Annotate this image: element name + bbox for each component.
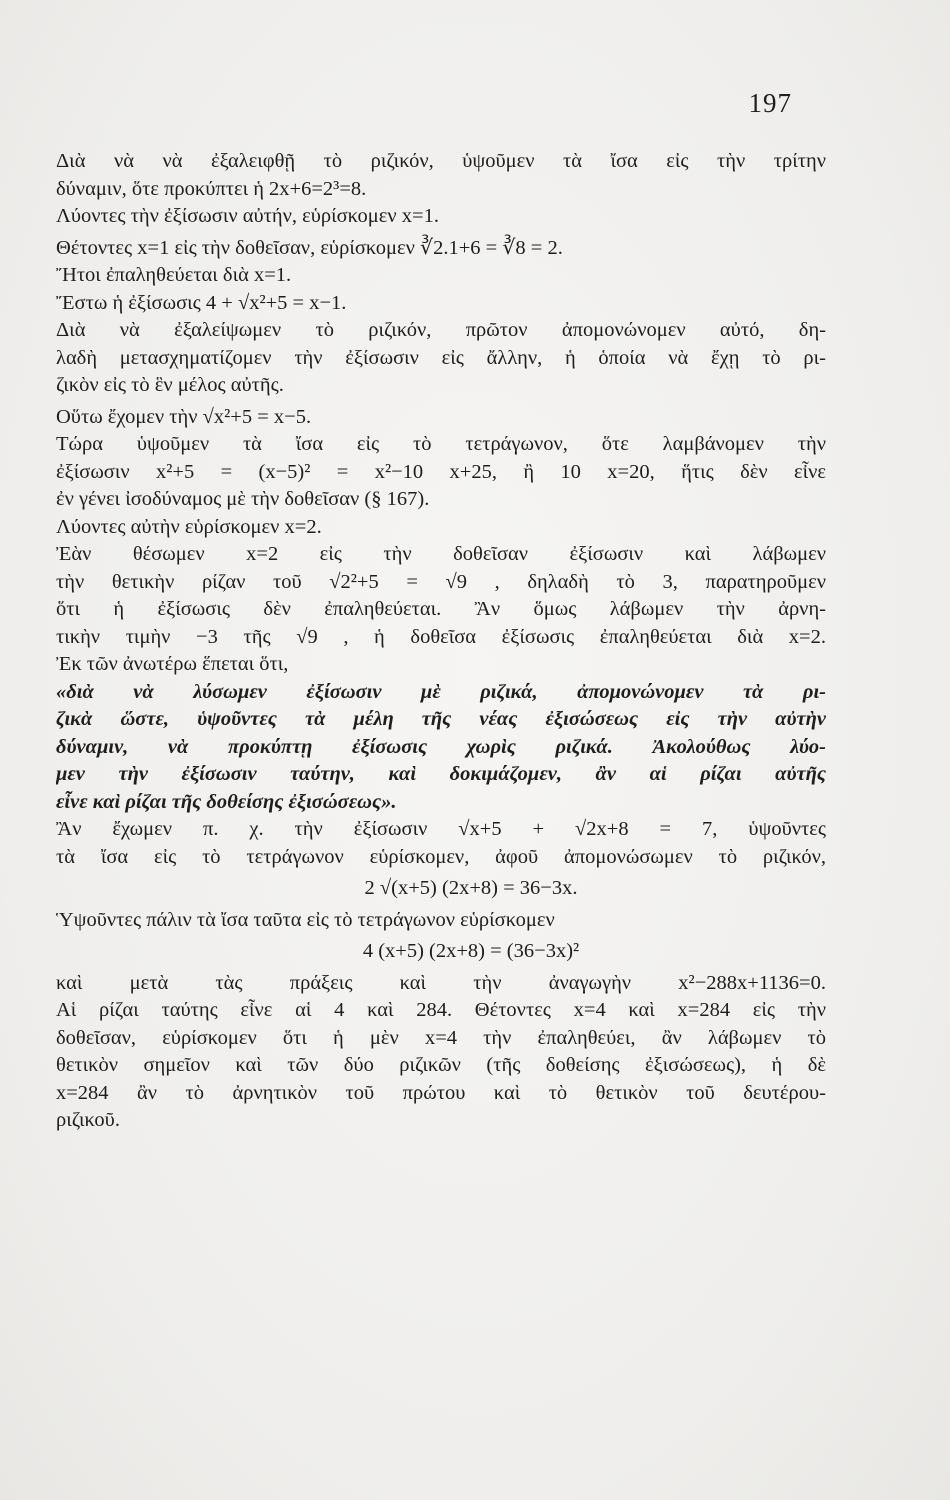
- text-line: Διὰ νὰ νὰ ἐξαλειφθῇ τὸ ριζικόν, ὑψοῦμεν τὰ ἴσα εἰς τὴν τρίτην: [56, 150, 826, 172]
- text-line: ἐξίσωσιν x²+5 = (x−5)² = x²−10 x+25, ἢ 10 x=20, ἥτις δὲν εἶνε: [56, 460, 826, 483]
- text-line: ριζικοῦ.: [56, 1109, 120, 1131]
- text-line: τὴν θετικὴν ρίζαν τοῦ √2²+5 = √9 , δηλαδὴ τὸ 3, παρατηροῦμεν: [56, 570, 826, 593]
- equation-line: 4 (x+5) (2x+8) = (36−3x)²: [362, 940, 580, 962]
- text-line: ζικὸν εἰς τὸ ἓν μέλος αὐτῆς.: [56, 374, 284, 396]
- equation-line: 2 √(x+5) (2x+8) = 36−3x.: [364, 877, 578, 899]
- page-body-text: [56, 148, 826, 1135]
- text-line: Διὰ νὰ ἐξαλείψωμεν τὸ ριζικόν, πρῶτον ἀπομονώνομεν αὐτό, δη-: [56, 319, 826, 341]
- text-line: x=284 ἂν τὸ ἀρνητικὸν τοῦ πρώτου καὶ τὸ θετικὸν τοῦ δευτέρου-: [56, 1081, 826, 1104]
- rule-statement-line: «διὰ νὰ λύσωμεν ἐξίσωσιν μὲ ριζικά, ἀπομονώνομεν τὰ ρι-: [56, 680, 826, 703]
- text-line: Θέτοντες x=1 εἰς τὴν δοθεῖσαν, εὑρίσκομεν ∛2.1+6 = ∛8 = 2.: [56, 236, 563, 259]
- text-line: Ἔστω ἡ ἐξίσωσις 4 + √x²+5 = x−1.: [56, 291, 347, 314]
- rule-statement-line: δύναμιν, νὰ προκύπτῃ ἐξίσωσις χωρὶς ριζικά. Ἀκολούθως λύο-: [56, 735, 826, 758]
- text-line: ὅτι ἡ ἐξίσωσις δὲν ἐπαληθεύεται. Ἂν ὅμως λάβωμεν τὴν ἀρνη-: [56, 598, 826, 620]
- text-line: θετικὸν σημεῖον καὶ τῶν δύο ριζικῶν (τῆς δοθείσης ἐξισώσεως), ἡ δὲ: [56, 1054, 826, 1076]
- text-line: καὶ μετὰ τὰς πράξεις καὶ τὴν ἀναγωγὴν x²−288x+1136=0.: [56, 971, 826, 994]
- text-line: Λύοντες τὴν ἐξίσωσιν αὐτήν, εὑρίσκομεν x=1.: [56, 205, 439, 227]
- text-line: Ὑψοῦντες πάλιν τὰ ἴσα ταῦτα εἰς τὸ τετράγωνον εὑρίσκομεν: [56, 908, 555, 931]
- rule-statement-line: μεν τὴν ἐξίσωσιν ταύτην, καὶ δοκιμάζομεν, ἂν αἱ ρίζαι αὐτῆς: [56, 763, 826, 785]
- text-line: Ἤτοι ἐπαληθεύεται διὰ x=1.: [56, 264, 292, 286]
- text-line: τικὴν τιμὴν −3 τῆς √9 , ἡ δοθεῖσα ἐξίσωσις ἐπαληθεύεται διὰ x=2.: [56, 625, 826, 648]
- rule-statement-line: ζικὰ ὥστε, ὑψοῦντες τὰ μέλη τῆς νέας ἐξισώσεως εἰς τὴν αὐτὴν: [56, 708, 826, 730]
- text-line: Τώρα ὑψοῦμεν τὰ ἴσα εἰς τὸ τετράγωνον, ὅτε λαμβάνομεν τὴν: [56, 433, 826, 455]
- text-line: ἐν γένει ἰσοδύναμος μὲ τὴν δοθεῖσαν (§ 167).: [56, 488, 430, 510]
- rule-statement-line: εἶνε καὶ ρίζαι τῆς δοθείσης ἐξισώσεως».: [56, 790, 397, 813]
- text-line: τὰ ἴσα εἰς τὸ τετράγωνον εὑρίσκομεν, ἀφοῦ ἀπομονώσωμεν τὸ ριζικόν,: [56, 845, 826, 868]
- text-line: Ἂν ἔχωμεν π. χ. τὴν ἐξίσωσιν √x+5 + √2x+8 = 7, ὑψοῦντες: [56, 818, 826, 840]
- page-number: 197: [748, 88, 792, 118]
- text-line: Ἐὰν θέσωμεν x=2 εἰς τὴν δοθεῖσαν ἐξίσωσιν καὶ λάβωμεν: [56, 543, 826, 565]
- text-line: δοθεῖσαν, εὑρίσκομεν ὅτι ἡ μὲν x=4 τὴν ἐπαληθεύει, ἂν λάβωμεν τὸ: [56, 1026, 826, 1049]
- text-line: Οὕτω ἔχομεν τὴν √x²+5 = x−5.: [56, 405, 312, 428]
- text-line: δύναμιν, ὅτε προκύπτει ἡ 2x+6=2³=8.: [56, 177, 367, 200]
- text-line: Ἐκ τῶν ἀνωτέρω ἕπεται ὅτι,: [56, 653, 289, 675]
- text-line: Λύοντες αὐτὴν εὑρίσκομεν x=2.: [56, 515, 322, 538]
- text-line: Αἱ ρίζαι ταύτης εἶνε αἱ 4 καὶ 284. Θέτοντες x=4 καὶ x=284 εἰς τὴν: [56, 999, 826, 1021]
- text-line: λαδὴ μετασχηματίζομεν τὴν ἐξίσωσιν εἰς ἄλλην, ἡ ὁποία νὰ ἔχῃ τὸ ρι-: [56, 346, 826, 369]
